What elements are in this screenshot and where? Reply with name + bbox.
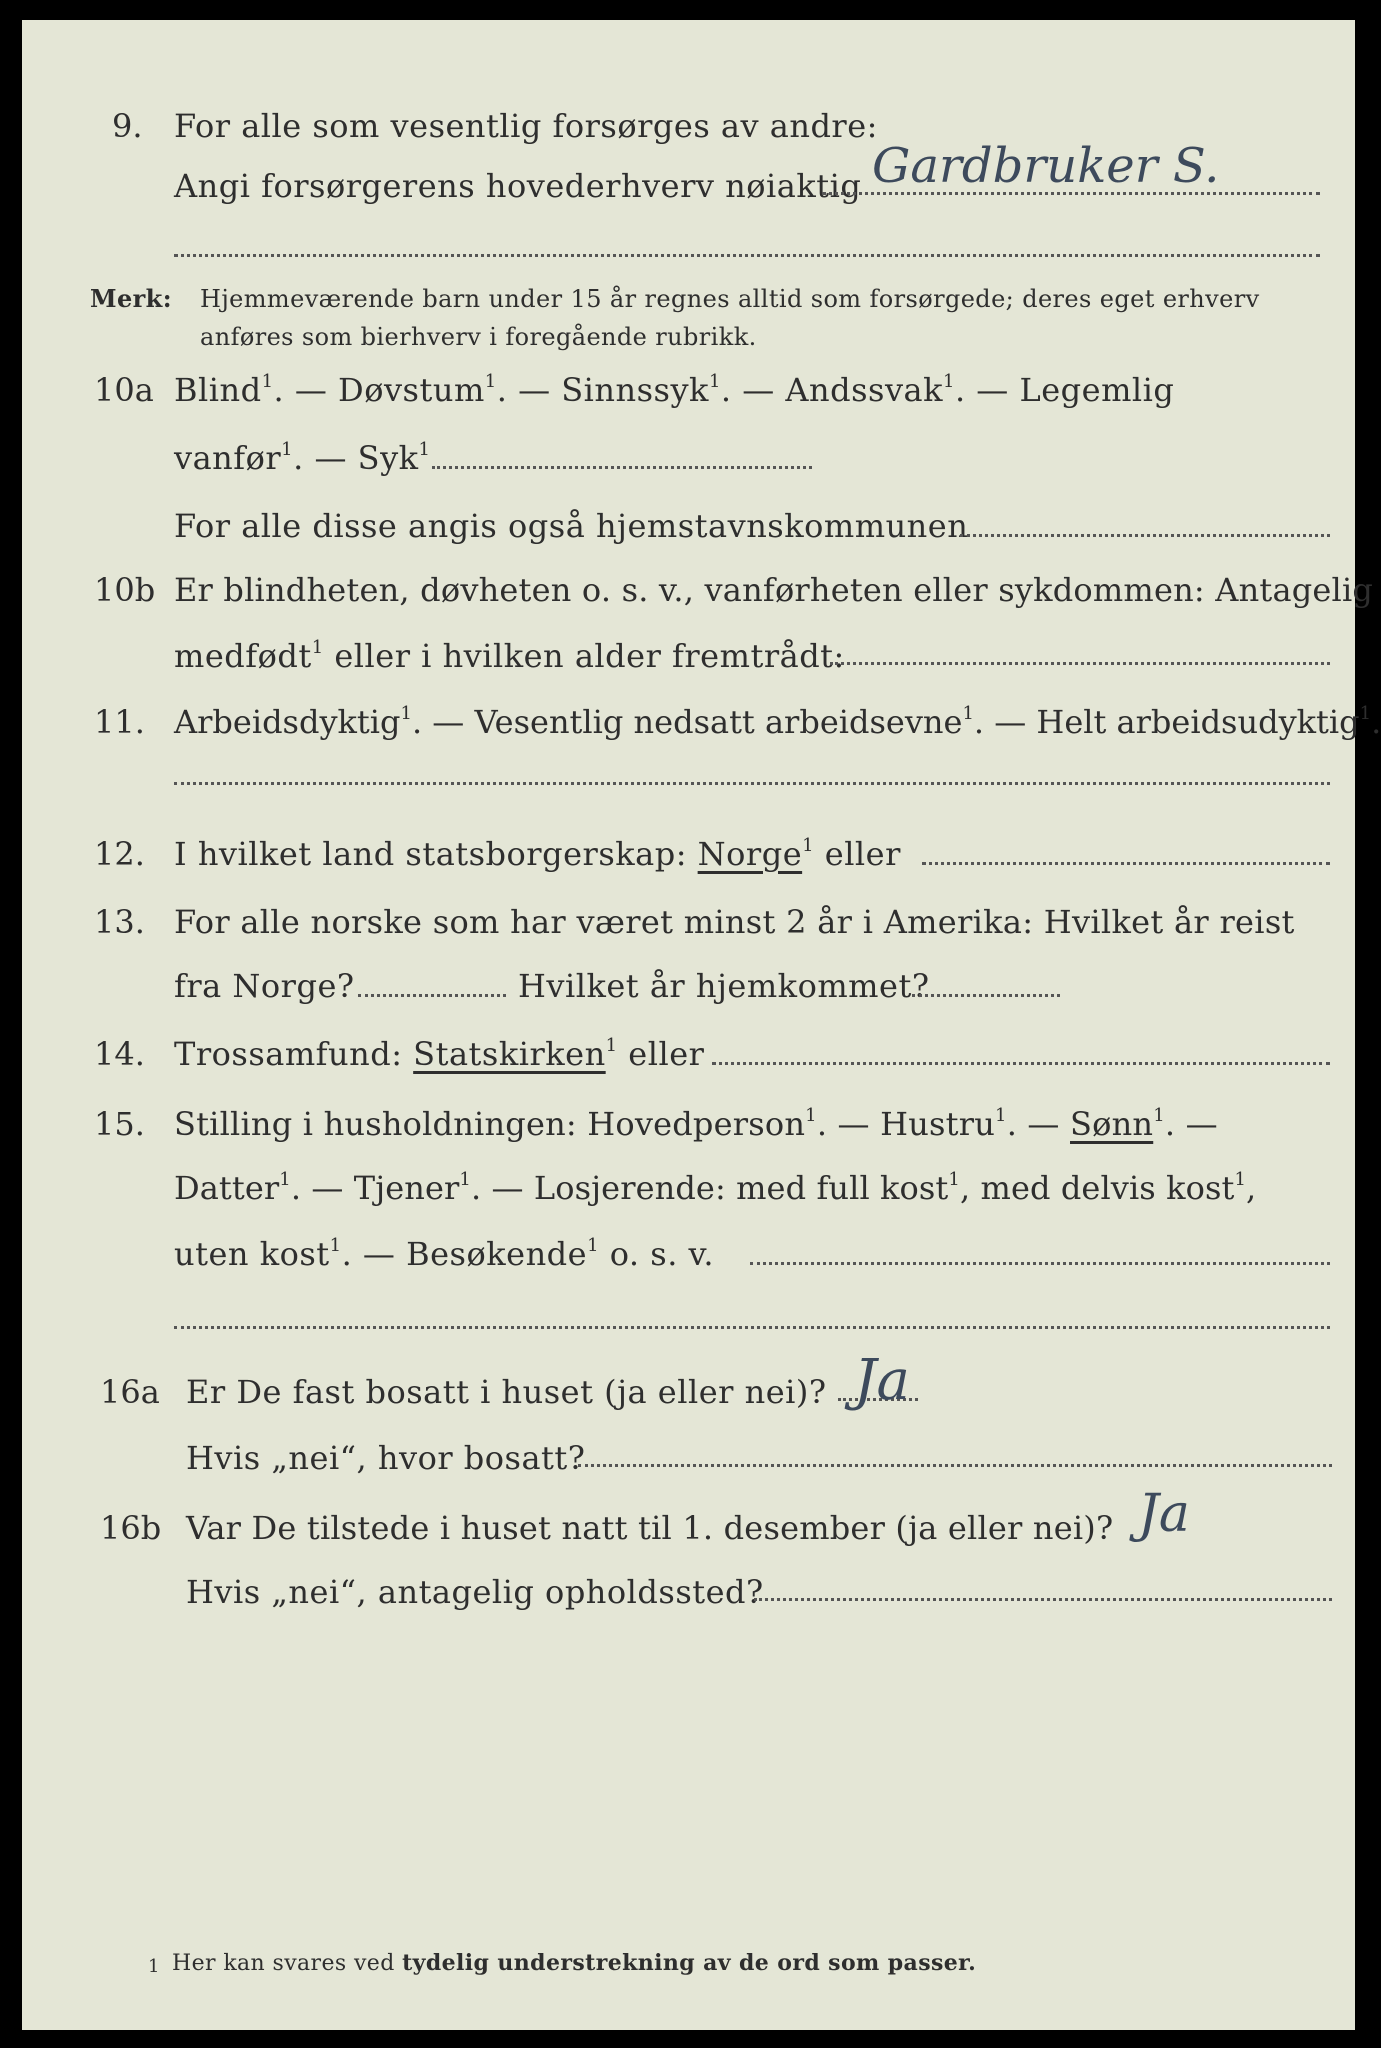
question-12-line: I hvilket land statsborgerskap: Norge$^1$ eller (174, 835, 901, 873)
question-14-answer-line (712, 1062, 1330, 1065)
question-11-answer-line (174, 782, 1330, 785)
norge-underlined: Norge (697, 835, 803, 873)
question-15-line-3: uten kost$^1$. — Besøkende$^1$ o. s. v. (174, 1235, 714, 1273)
question-10a-line-1: Blind$^1$. — Døvstum$^1$. — Sinnssyk$^1$. — Andssvak$^1$. — Legemlig (174, 371, 1175, 409)
question-10b-number: 10b (94, 571, 156, 609)
question-9-line-1: For alle som vesentlig forsørges av andre: (174, 107, 878, 145)
question-11-number: 11. (94, 703, 145, 741)
question-10b-line-2: medfødt$^1$ eller i hvilken alder fremtrådt: (174, 637, 845, 675)
question-16a-line-1: Er De fast bosatt i huset (ja eller nei)? (186, 1373, 827, 1411)
question-15-answer-line (750, 1262, 1330, 1265)
note-label: Merk: (90, 284, 172, 313)
question-16b-handwritten-answer: Ja (1138, 1484, 1190, 1544)
question-16a-residence-line (578, 1464, 1332, 1467)
sonn-underlined: Sønn (1070, 1105, 1154, 1143)
question-13-return-line (912, 994, 1060, 997)
question-10a-line-3: For alle disse angis også hjemstavnskommunen (174, 507, 969, 545)
question-12-answer-line (922, 862, 1330, 865)
question-16b-line-2: Hvis „nei“, antagelig opholdssted? (186, 1573, 764, 1611)
question-9-extra-line (174, 254, 1320, 257)
footnote-text: Her kan svares ved tydelig understrekning av de ord som passer. (172, 1950, 977, 1976)
question-16b-location-line (754, 1598, 1332, 1601)
question-16a-line-2: Hvis „nei“, hvor bosatt? (186, 1439, 586, 1477)
question-10a-number: 10a (94, 371, 154, 409)
question-12-number: 12. (94, 835, 145, 873)
question-9-number: 9. (112, 107, 143, 145)
question-15-line-1: Stilling i husholdningen: Hovedperson$^1$. — Hustru$^1$. — Sønn$^1$. — (174, 1105, 1218, 1143)
census-form-page (22, 20, 1381, 2030)
question-15-number: 15. (94, 1105, 145, 1143)
question-13-line-1: For alle norske som har været minst 2 år i Amerika: Hvilket år reist (174, 903, 1295, 941)
question-16a-number: 16a (100, 1373, 160, 1411)
question-13-line-2a: fra Norge? (174, 967, 355, 1005)
question-11-line: Arbeidsdyktig$^1$. — Vesentlig nedsatt arbeidsevne$^1$. — Helt arbeidsudyktig$^1$. (174, 703, 1381, 741)
question-14-number: 14. (94, 1035, 145, 1073)
statskirken-underlined: Statskirken (413, 1035, 606, 1073)
question-10a-hometown-line (960, 534, 1330, 537)
question-10a-line-2: vanfør$^1$. — Syk$^1$ (174, 439, 431, 477)
question-10b-line-1: Er blindheten, døvheten o. s. v., vanførheten eller sykdommen: Antagelig (174, 571, 1374, 609)
question-15-line-2: Datter$^1$. — Tjener$^1$. — Losjerende: med full kost$^1$, med delvis kost$^1$, (174, 1169, 1257, 1207)
question-15-extra-line (174, 1326, 1330, 1329)
question-9-handwritten-answer: Gardbruker S. (872, 138, 1220, 194)
question-13-departure-line (358, 994, 506, 997)
note-line-1: Hjemmeværende barn under 15 år regnes alltid som forsørgede; deres eget erhverv (200, 285, 1260, 313)
note-line-2: anføres som bierhverv i foregående rubrikk. (200, 323, 757, 351)
question-16a-handwritten-answer: Ja (854, 1348, 910, 1413)
question-13-line-2b: Hvilket år hjemkommet? (518, 967, 930, 1005)
question-16b-number: 16b (100, 1509, 162, 1547)
question-9-line-2: Angi forsørgerens hovederhverv nøiaktig (174, 167, 862, 205)
question-10a-answer-line (432, 466, 812, 469)
footnote-marker: 1 (148, 1956, 160, 1977)
question-14-line: Trossamfund: Statskirken$^1$ eller (174, 1035, 705, 1073)
question-13-number: 13. (94, 903, 145, 941)
question-10b-answer-line (830, 662, 1330, 665)
question-16b-line-1: Var De tilstede i huset natt til 1. desember (ja eller nei)? (186, 1509, 1114, 1547)
